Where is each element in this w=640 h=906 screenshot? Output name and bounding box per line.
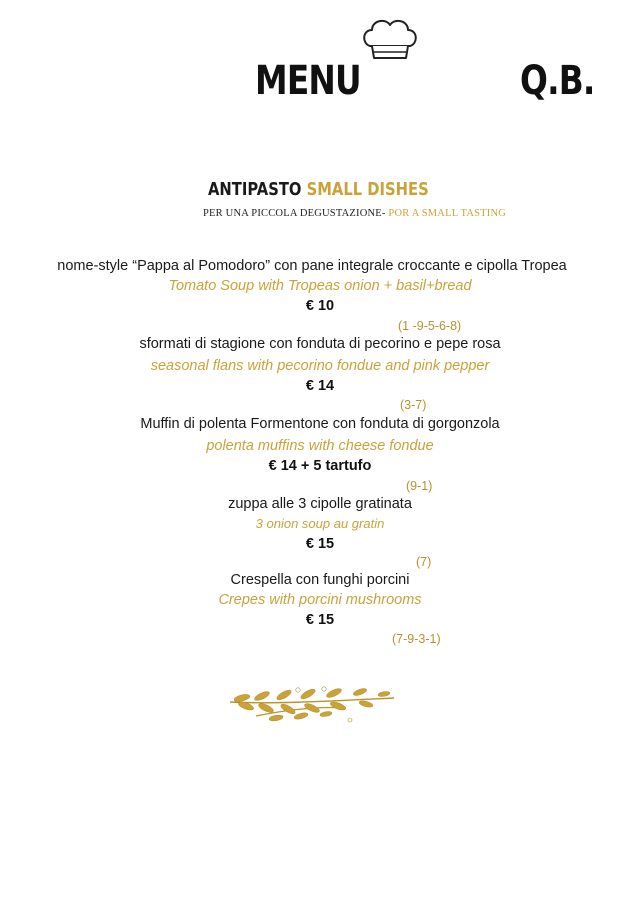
menu-item-price: € 14 (305, 378, 335, 394)
menu-item-translation: seasonal flans with pecorino fondue and pink pepper (150, 358, 490, 374)
section-subtitle-accent: POR A SMALL TASTING (388, 208, 507, 219)
section-subtitle (203, 208, 506, 219)
brand-name: Q.B. (520, 58, 595, 104)
menu-item-name: nome-style “Pappa al Pomodoro” con pane integrale croccante e cipolla Tropea (57, 258, 567, 274)
menu-item-translation: 3 onion soup au gratin (255, 516, 385, 531)
menu-item-name: Muffin di polenta Formentone con fonduta di gorgonzola (140, 416, 500, 432)
menu-item-price: € 15 (305, 612, 335, 628)
menu-item-name: sformati di stagione con fonduta di pecorino e pepe rosa (139, 336, 501, 352)
section-title-main: ANTIPASTO (208, 179, 307, 200)
chef-hat-icon (360, 16, 420, 62)
menu-item-translation: Tomato Soup with Tropeas onion + basil+bread (168, 278, 472, 294)
menu-item-allergens: (9-1) (406, 479, 433, 493)
menu-item-allergens: (1 -9-5-6-8) (398, 319, 462, 333)
laurel-branch-icon (226, 686, 398, 726)
menu-item-allergens: (7) (416, 555, 432, 569)
menu-item-name: zuppa alle 3 cipolle gratinata (228, 496, 412, 512)
menu-title: MENU (255, 58, 361, 104)
section-title (208, 179, 429, 200)
menu-item-price: € 14 + 5 tartufo (268, 458, 372, 474)
section-subtitle-main: PER UNA PICCOLA DEGUSTAZIONE- (203, 208, 389, 219)
menu-item-allergens: (7-9-3-1) (392, 632, 441, 646)
menu-item-price: € 10 (305, 298, 335, 314)
section-title-accent: SMALL DISHES (306, 179, 429, 200)
menu-item-allergens: (3-7) (400, 398, 427, 412)
menu-item-translation: Crepes with porcini mushrooms (218, 592, 422, 608)
menu-item-price: € 15 (305, 536, 335, 552)
menu-item-name: Crespella con funghi porcini (230, 572, 410, 588)
menu-item-translation: polenta muffins with cheese fondue (206, 438, 434, 454)
